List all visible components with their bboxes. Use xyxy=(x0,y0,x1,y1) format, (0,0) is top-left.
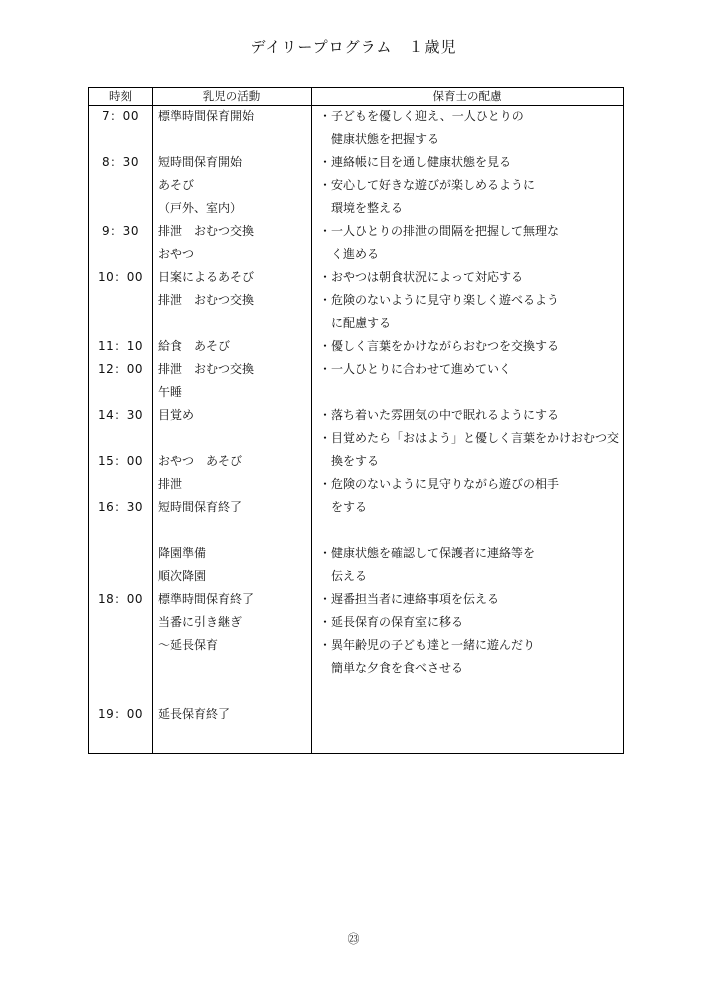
care-cell: 換をする xyxy=(319,454,380,468)
table-row xyxy=(89,473,623,496)
table-row xyxy=(89,542,623,565)
table-row xyxy=(89,105,623,128)
time-cell: 11：10 xyxy=(97,339,144,353)
time-cell: 19：00 xyxy=(97,707,144,721)
table-row xyxy=(89,565,623,588)
table-row xyxy=(89,197,623,220)
care-cell: ・優しく言葉をかけながらおむつを交換する xyxy=(319,339,560,353)
table-row xyxy=(89,519,623,542)
table-row xyxy=(89,381,623,404)
care-cell: ・目覚めたら「おはよう」と優しく言葉をかけおむつ交 xyxy=(319,431,620,445)
table-row xyxy=(89,634,623,657)
care-cell: く進める xyxy=(319,247,380,261)
daily-schedule-table xyxy=(88,87,624,754)
care-cell: ・異年齢児の子ども達と一緒に遊んだり xyxy=(319,638,536,652)
care-cell: ・遅番担当者に連絡事項を伝える xyxy=(319,592,500,606)
care-cell: ・一人ひとりに合わせて進めていく xyxy=(319,362,512,376)
time-cell: 18：00 xyxy=(97,592,144,606)
page-number: ㉓ xyxy=(347,932,360,946)
table-row xyxy=(89,151,623,174)
activity-cell: 短時間保育終了 xyxy=(158,500,243,514)
table-row xyxy=(89,404,623,427)
activity-cell: 午睡 xyxy=(158,385,183,399)
header-care: 保育士の配慮 xyxy=(432,89,502,103)
table-row xyxy=(89,335,623,358)
activity-cell: おやつ あそび xyxy=(158,454,243,468)
activity-cell: 日案によるあそび xyxy=(158,270,255,284)
time-cell: 9：30 xyxy=(102,224,139,238)
time-cell: 16：30 xyxy=(97,500,144,514)
activity-cell: ～延長保育 xyxy=(158,638,219,652)
care-cell: 環境を整える xyxy=(319,201,404,215)
activity-cell: 排泄 おむつ交換 xyxy=(158,293,255,307)
table-row xyxy=(89,289,623,312)
table-row xyxy=(89,703,623,726)
activity-cell: 短時間保育開始 xyxy=(158,155,243,169)
time-cell: 10：00 xyxy=(97,270,144,284)
activity-cell: 給食 あそび xyxy=(158,339,231,353)
activity-cell: 排泄 xyxy=(158,477,183,491)
time-cell: 12：00 xyxy=(97,362,144,376)
header-activity: 乳児の活動 xyxy=(202,89,261,103)
care-cell: ・危険のないように見守りながら遊びの相手 xyxy=(319,477,560,491)
activity-cell: 降園準備 xyxy=(158,546,207,560)
care-cell: ・健康状態を確認して保護者に連絡等を xyxy=(319,546,536,560)
activity-cell: 順次降園 xyxy=(158,569,207,583)
care-cell: ・おやつは朝食状況によって対応する xyxy=(319,270,524,284)
care-cell: 伝える xyxy=(319,569,368,583)
table-row xyxy=(89,266,623,289)
table-row xyxy=(89,611,623,634)
care-cell: に配慮する xyxy=(319,316,392,330)
table-row xyxy=(89,243,623,266)
time-cell: 8：30 xyxy=(102,155,139,169)
table-row xyxy=(89,174,623,197)
table-row xyxy=(89,680,623,703)
time-cell: 15：00 xyxy=(97,454,144,468)
activity-cell: 排泄 おむつ交換 xyxy=(158,362,255,376)
care-cell: 健康状態を把握する xyxy=(319,132,440,146)
table-row xyxy=(89,358,623,381)
table-row xyxy=(89,657,623,680)
table-row xyxy=(89,128,623,151)
activity-cell: あそび xyxy=(158,178,195,192)
care-cell: ・落ち着いた雰囲気の中で眠れるようにする xyxy=(319,408,560,422)
table-row xyxy=(89,588,623,611)
care-cell: 簡単な夕食を食べさせる xyxy=(319,661,464,675)
table-row xyxy=(89,496,623,519)
care-cell: ・連絡帳に目を通し健康状態を見る xyxy=(319,155,512,169)
page-title: デイリープログラム １歳児 xyxy=(250,38,457,56)
activity-cell: 当番に引き継ぎ xyxy=(158,615,243,629)
activity-cell: 標準時間保育終了 xyxy=(158,592,255,606)
header-time: 時刻 xyxy=(109,89,132,103)
activity-cell: おやつ xyxy=(158,247,195,261)
activity-cell: 排泄 おむつ交換 xyxy=(158,224,255,238)
time-cell: 14：30 xyxy=(97,408,144,422)
care-cell: ・危険のないように見守り楽しく遊べるよう xyxy=(319,293,560,307)
care-cell: ・一人ひとりの排泄の間隔を把握して無理な xyxy=(319,224,560,238)
table-row xyxy=(89,427,623,450)
table-row xyxy=(89,220,623,243)
activity-cell: 標準時間保育開始 xyxy=(158,109,255,123)
care-cell: ・安心して好きな遊びが楽しめるように xyxy=(319,178,536,192)
activity-cell: 延長保育終了 xyxy=(158,707,231,721)
care-cell: ・子どもを優しく迎え、一人ひとりの xyxy=(319,109,524,123)
activity-cell: 目覚め xyxy=(158,408,195,422)
activity-cell: （戸外、室内） xyxy=(158,201,243,215)
table-row xyxy=(89,312,623,335)
care-cell: をする xyxy=(319,500,368,514)
time-cell: 7：00 xyxy=(102,109,139,123)
table-row xyxy=(89,450,623,473)
care-cell: ・延長保育の保育室に移る xyxy=(319,615,464,629)
